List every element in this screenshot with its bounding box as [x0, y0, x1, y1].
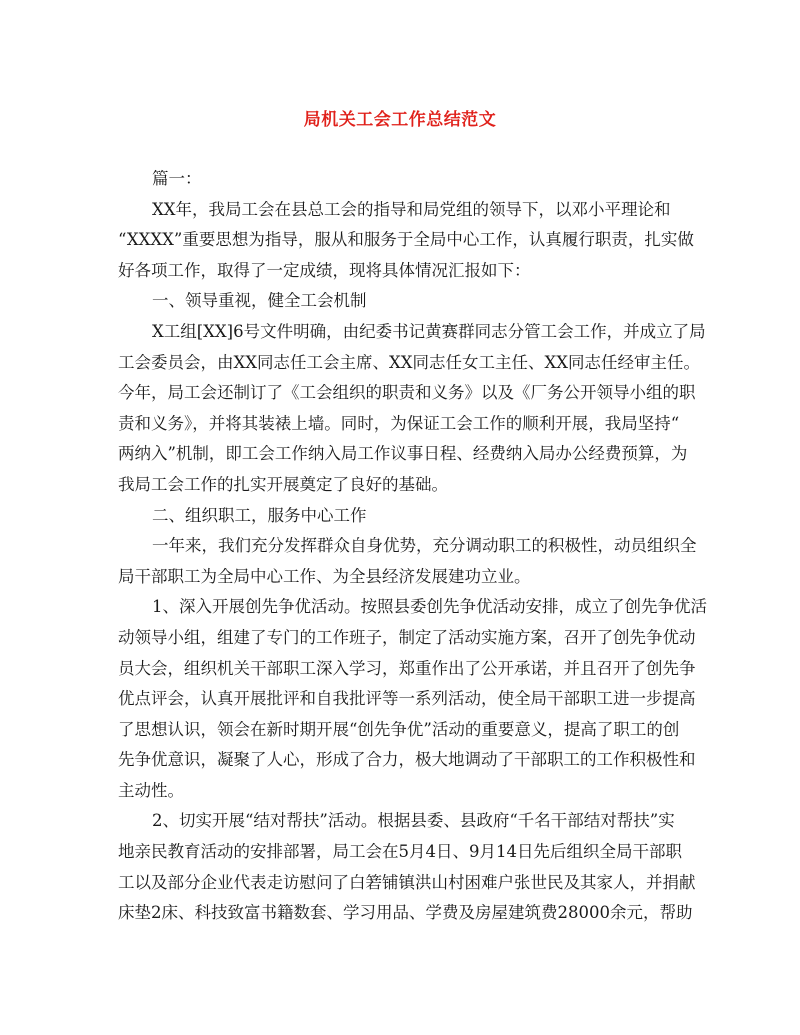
paragraph-line: X工组[XX]6号文件明确，由纪委书记黄赛群同志分管工会工作，并成立了局	[152, 321, 706, 341]
document-title: 局机关工会工作总结范文	[303, 110, 497, 130]
paragraph-line: 床垫2床、科技致富书籍数套、学习用品、学费及房屋建筑费28000余元，帮助	[118, 903, 693, 923]
paragraph-line: 一年来，我们充分发挥群众自身优势，充分调动职工的积极性，动员组织全	[152, 536, 697, 556]
paragraph-line: 了思想认识，领会在新时期开展“创先争优”活动的重要意义，提高了职工的创	[118, 719, 680, 739]
paragraph-line: 主动性。	[118, 780, 184, 800]
paragraph-line: 好各项工作，取得了一定成绩，现将具体情况汇报如下：	[118, 260, 531, 280]
paragraph-line: 优点评会，认真开展批评和自我批评等一系列活动，使全局干部职工进一步提高	[118, 689, 696, 709]
paragraph-line: 责和义务》，并将其装裱上墙。同时，为保证工会工作的顺利开展，我局坚持“	[118, 413, 680, 433]
paragraph-line: 我局工会工作的扎实开展奠定了良好的基础。	[118, 474, 448, 494]
section-heading: 一、领导重视，健全工会机制	[152, 291, 367, 311]
document-body	[118, 164, 707, 929]
paragraph-line: “XXXX”重要思想为指导，服从和服务于全局中心工作，认真履行职责，扎实做	[118, 230, 694, 250]
paragraph-line: 两纳入”机制，即工会工作纳入局工作议事日程、经费纳入局办公经费预算，为	[118, 444, 688, 464]
paragraph-line: 先争优意识，凝聚了人心，形成了合力，极大地调动了干部职工的工作积极性和	[118, 750, 696, 770]
paragraph-line: 动领导小组，组建了专门的工作班子，制定了活动实施方案，召开了创先争优动	[118, 627, 696, 647]
paragraph-line: XX年，我局工会在县总工会的指导和局党组的领导下，以邓小平理论和	[152, 199, 671, 219]
paragraph-line: 地亲民教育活动的安排部署，局工会在5月4日、9月14日先后组织全局干部职	[118, 842, 682, 862]
paragraph-line: 局干部职工为全局中心工作、为全县经济发展建功立业。	[118, 566, 531, 586]
paragraph-line: 工会委员会，由XX同志任工会主席、XX同志任女工主任、XX同志任经审主任。	[118, 352, 700, 372]
paragraph-line: 1、深入开展创先争优活动。按照县委创先争优活动安排，成立了创先争优活	[152, 597, 707, 617]
section-heading: 二、组织职工，服务中心工作	[152, 505, 367, 525]
paragraph-line: 工以及部分企业代表走访慰问了白箬铺镇洪山村困难户张世民及其家人，并捐献	[118, 872, 696, 892]
paragraph-line: 员大会，组织机关干部职工深入学习，郑重作出了公开承诺，并且召开了创先争	[118, 658, 696, 678]
paragraph-line: 今年，局工会还制订了《工会组织的职责和义务》以及《厂务公开领导小组的职	[118, 383, 696, 403]
paragraph-line: 2、切实开展“结对帮扶”活动。根据县委、县政府“千名干部结对帮扶”实	[152, 811, 675, 831]
section-label: 篇一：	[152, 169, 202, 188]
